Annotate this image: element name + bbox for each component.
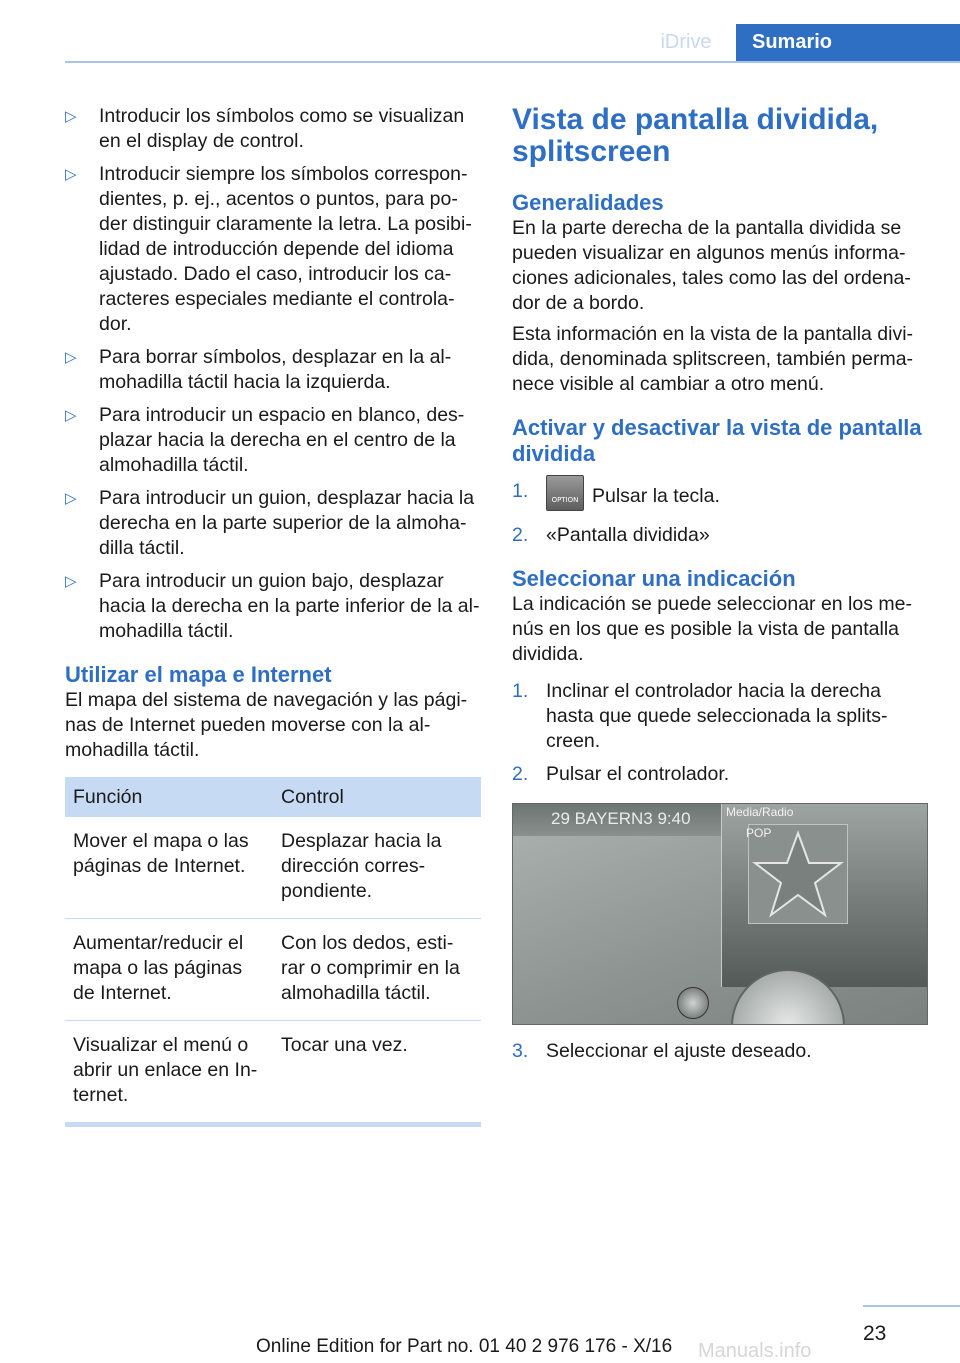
table-cell: Con los dedos, esti‐rar o comprimir en la almohadilla táctil.: [273, 919, 481, 1021]
table-cell: Mover el mapa o las páginas de Internet.: [65, 817, 273, 919]
select-heading: Seleccionar una indicación: [512, 566, 796, 591]
select-steps: [512, 679, 928, 787]
map-heading: Utilizar el mapa e Internet: [65, 662, 332, 687]
table-row: [65, 919, 481, 1021]
edition-footer: Online Edition for Part no. 01 40 2 976 176 - X/16: [256, 1336, 673, 1357]
table-cell: Visualizar el menú o abrir un enlace en In‐ternet.: [73, 1034, 258, 1106]
option-key-icon: OPTION: [546, 475, 584, 511]
splitscreen-photo: [512, 803, 928, 1025]
select-text: La indicación se puede seleccionar en los me‐nús en los que es posible la vista de pantalla dividida.: [512, 593, 912, 665]
screen-split-panel: [721, 804, 928, 987]
step-number: 2.: [512, 524, 529, 546]
right-column: [512, 104, 928, 1072]
list-item: ▷ Para introducir un guion, desplazar hacia la derecha en la parte superior de la almoha‐dilla táctil.: [65, 487, 475, 559]
table-end-rule: [65, 1122, 481, 1127]
table-header-function: Función: [65, 777, 273, 817]
header-rule: [65, 61, 960, 63]
triangle-bullet-icon: ▷: [65, 349, 77, 366]
table-header-control: Control: [273, 777, 481, 817]
map-text: El mapa del sistema de navegación y las pági‐nas de Internet pueden moverse con la al‐mohadilla táctil.: [65, 689, 468, 761]
activate-heading: Activar y desactivar la vista de pantalla dividida: [512, 415, 922, 466]
list-item: 1. Inclinar el controlador hacia la derecha hasta que quede seleccionada la splits‐creen.: [512, 680, 888, 752]
left-column: [65, 104, 481, 1127]
list-item: 3. Seleccionar el ajuste deseado.: [512, 1040, 812, 1062]
page-number: 23: [863, 1322, 887, 1345]
table-row: [65, 1021, 481, 1123]
step-number: 1.: [512, 480, 529, 502]
general-paragraph-1: En la parte derecha de la pantalla dividida se pueden visualizar en algunos menús informa‐ciones adicionales, tales como las del ordena‐dor de a bordo.: [512, 217, 911, 314]
list-item: ▷ Introducir siempre los símbolos correspon‐dientes, p. ej., acentos o puntos, para po‐der distinguir claramente la letra. La posibi‐lidad de introducción depende del idioma ajustado. Dado el caso, introducir los ca‐racteres especiales mediante el controla‐dor.: [65, 163, 472, 335]
page-number-rule: [863, 1305, 960, 1307]
screen-media-label: Media/Radio: [726, 805, 794, 819]
controller-knob-icon: [677, 987, 709, 1019]
header-tab[interactable]: Sumario: [736, 24, 960, 61]
step-number: 2.: [512, 763, 529, 785]
list-item: ▷ Para introducir un guion bajo, desplazar hacia la derecha en la parte inferior de la al‐mohadilla táctil.: [65, 570, 480, 642]
list-item: 1. OPTION Pulsar la tecla.: [512, 479, 928, 515]
table-row: [65, 817, 481, 919]
triangle-bullet-icon: ▷: [65, 407, 77, 424]
final-steps: [512, 1039, 928, 1064]
input-tips-list: [65, 104, 481, 644]
screen-station-text: 29 BAYERN3 9:40: [551, 809, 691, 828]
table-cell: Desplazar hacia la dirección corres‐pondiente.: [273, 817, 481, 919]
section-title: Vista de pantalla dividida, splitscreen: [512, 103, 879, 168]
step-number: 1.: [512, 680, 529, 702]
function-table: [65, 777, 481, 1122]
list-item: ▷ Para introducir un espacio en blanco, des‐plazar hacia la derecha en el centro de la almohadilla táctil.: [65, 404, 465, 476]
list-item: 2. «Pantalla dividida»: [512, 524, 710, 546]
general-heading: Generalidades: [512, 190, 664, 215]
triangle-bullet-icon: ▷: [65, 166, 77, 183]
table-cell: Aumentar/reducir el mapa o las páginas de Internet.: [65, 919, 273, 1021]
triangle-bullet-icon: ▷: [65, 108, 77, 125]
triangle-bullet-icon: ▷: [65, 490, 77, 507]
list-item: ▷ Para borrar símbolos, desplazar en la al‐mohadilla táctil hacia la izquierda.: [65, 346, 452, 393]
watermark: Manuals.info: [698, 1340, 812, 1362]
general-paragraph-2: Esta información en la vista de la pantalla divi‐dida, denominada splitscreen, también perma‐nece visible al cambiar a otro menú.: [512, 323, 914, 395]
activate-steps: [512, 479, 928, 548]
step-number: 3.: [512, 1040, 529, 1062]
table-cell: Tocar una vez.: [281, 1034, 408, 1056]
screen-pop-label: POP: [746, 826, 772, 840]
list-item: 2. Pulsar el controlador.: [512, 763, 730, 785]
triangle-bullet-icon: ▷: [65, 573, 77, 590]
list-item: ▷ Introducir los símbolos como se visualizan en el display de control.: [65, 105, 465, 152]
table-header-row: [65, 777, 481, 817]
header-section-label: iDrive: [660, 31, 712, 53]
